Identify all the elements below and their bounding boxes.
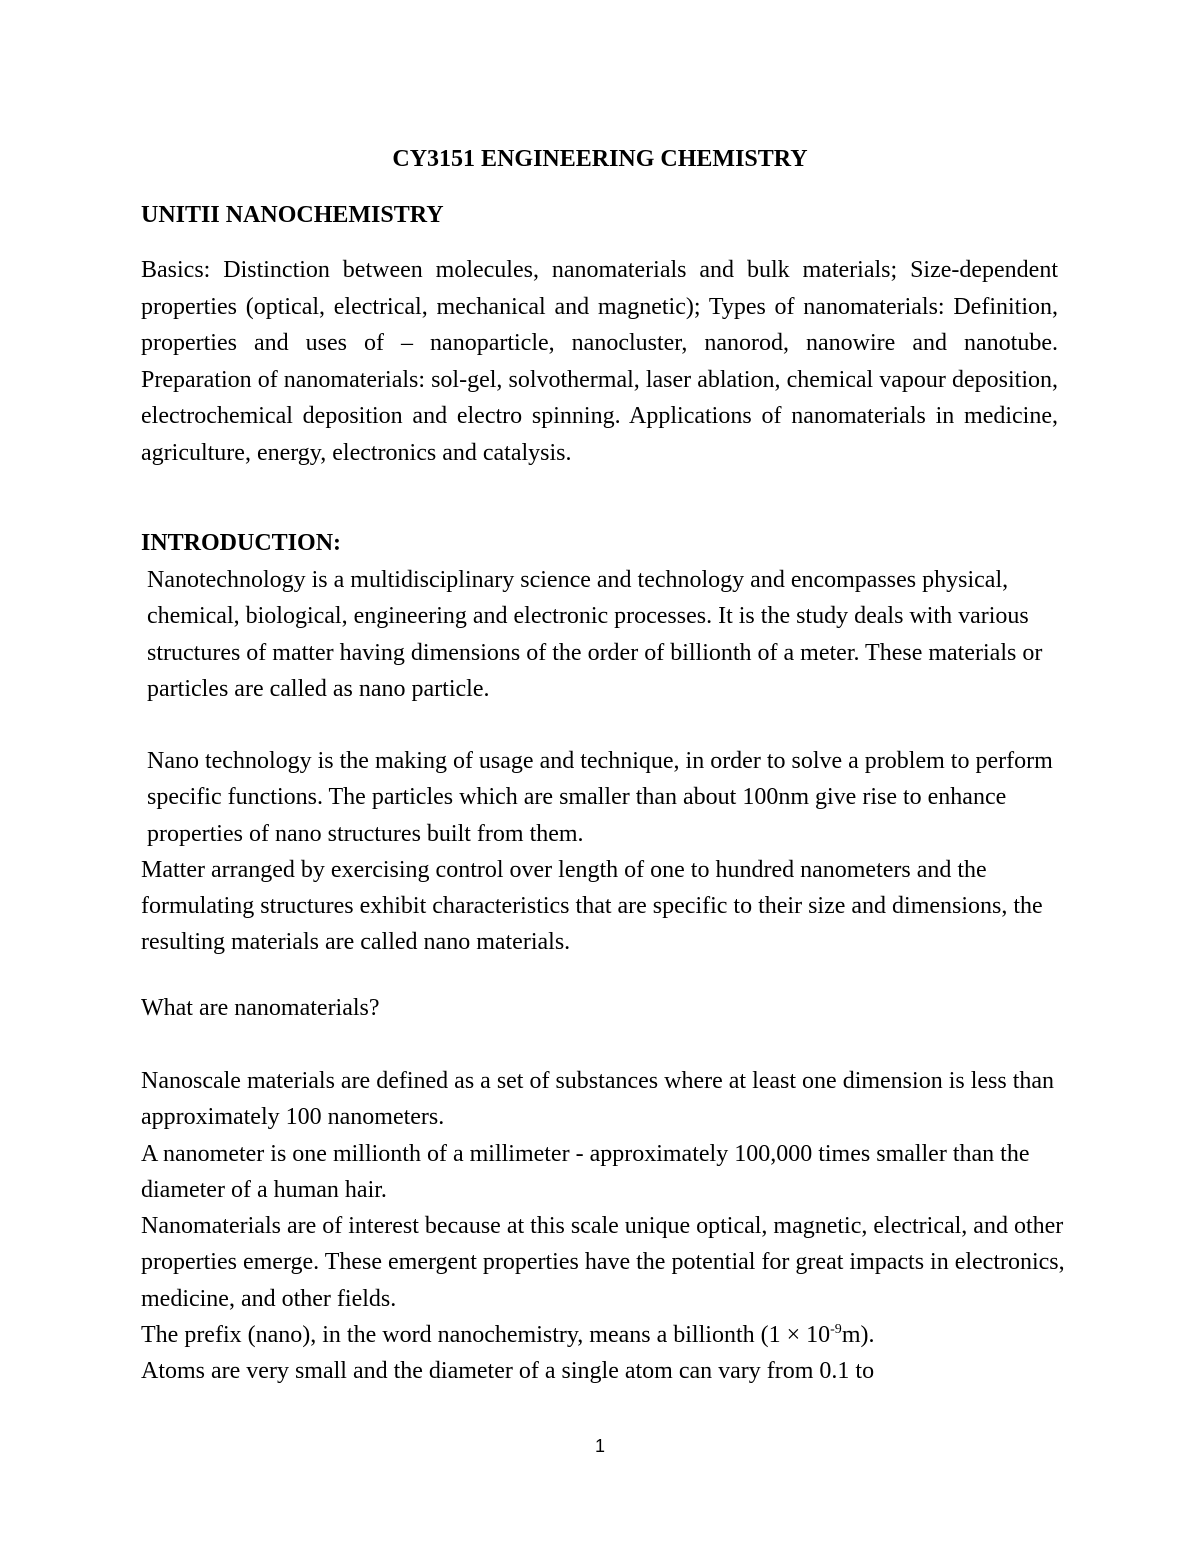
introduction-paragraph-2 (141, 743, 1071, 961)
introduction-paragraph-1: Nanotechnology is a multidisciplinary science and technology and encompasses physical, chemical, biological, engineering and electronic processes. It is the study deals with various structures of matter having dimensions of the order of billionth of a meter. These materials or particles are called as nano particle. (147, 567, 1043, 702)
nanomaterials-paragraph-5: Atoms are very small and the diameter of a single atom can vary from 0.1 to (141, 1358, 875, 1385)
nanomaterials-paragraph-1: Nanoscale materials are defined as a set of substances where at least one dimension is less than approximately 100 nanometers. (141, 1068, 1055, 1131)
page-number: 1 (594, 1436, 605, 1456)
nanomaterials-paragraph-4 (141, 1317, 1071, 1353)
document-title: CY3151 ENGINEERING CHEMISTRY (392, 146, 808, 172)
introduction-paragraph-2-line-1: Nano technology is the making of usage and technique, in order to solve a problem to perform specific functions. The particles which are smaller than about 100nm give rise to enhance properties of nano structures built from them. (147, 748, 1053, 847)
nanomaterials-paragraph-3: Nanomaterials are of interest because at this scale unique optical, magnetic, electrical, and other properties emerge. These emergent properties have the potential for great impacts in electronics, medicine, and other fields. (141, 1213, 1065, 1312)
prefix-sentence-end: m). (841, 1322, 875, 1349)
nanomaterials-question-heading: What are nanomaterials? (141, 995, 380, 1021)
exponent: -9 (830, 1322, 842, 1338)
unit-heading: UNITII NANOCHEMISTRY (141, 202, 444, 228)
nanomaterials-definition-block (141, 1063, 1071, 1390)
introduction-heading: INTRODUCTION: (141, 530, 342, 556)
syllabus-paragraph: Basics: Distinction between molecules, nanomaterials and bulk materials; Size-dependent properties (optical, electrical, mechanical and magnetic); Types of nanomaterials: Definition, properties and uses of – nanoparticle, nanocluster, nanorod, nanowire and nanotube. Preparation of nanomaterials: sol-gel, solvothermal, laser ablation, chemical vapour deposition, electrochemical deposition and electro spinning. Applications of nanomaterials in medicine, agriculture, energy, electronics and catalysis. (141, 257, 1058, 466)
introduction-paragraph-2-line-2: Matter arranged by exercising control over length of one to hundred nanometers and the formulating structures exhibit characteristics that are specific to their size and dimensions, the resulting materials are called nano materials. (141, 856, 1043, 956)
nanomaterials-paragraph-2: A nanometer is one millionth of a millimeter - approximately 100,000 times smaller than the diameter of a human hair. (141, 1140, 1030, 1203)
prefix-sentence-start: The prefix (nano), in the word nanochemistry, means a billionth (1 × 10 (141, 1322, 831, 1349)
